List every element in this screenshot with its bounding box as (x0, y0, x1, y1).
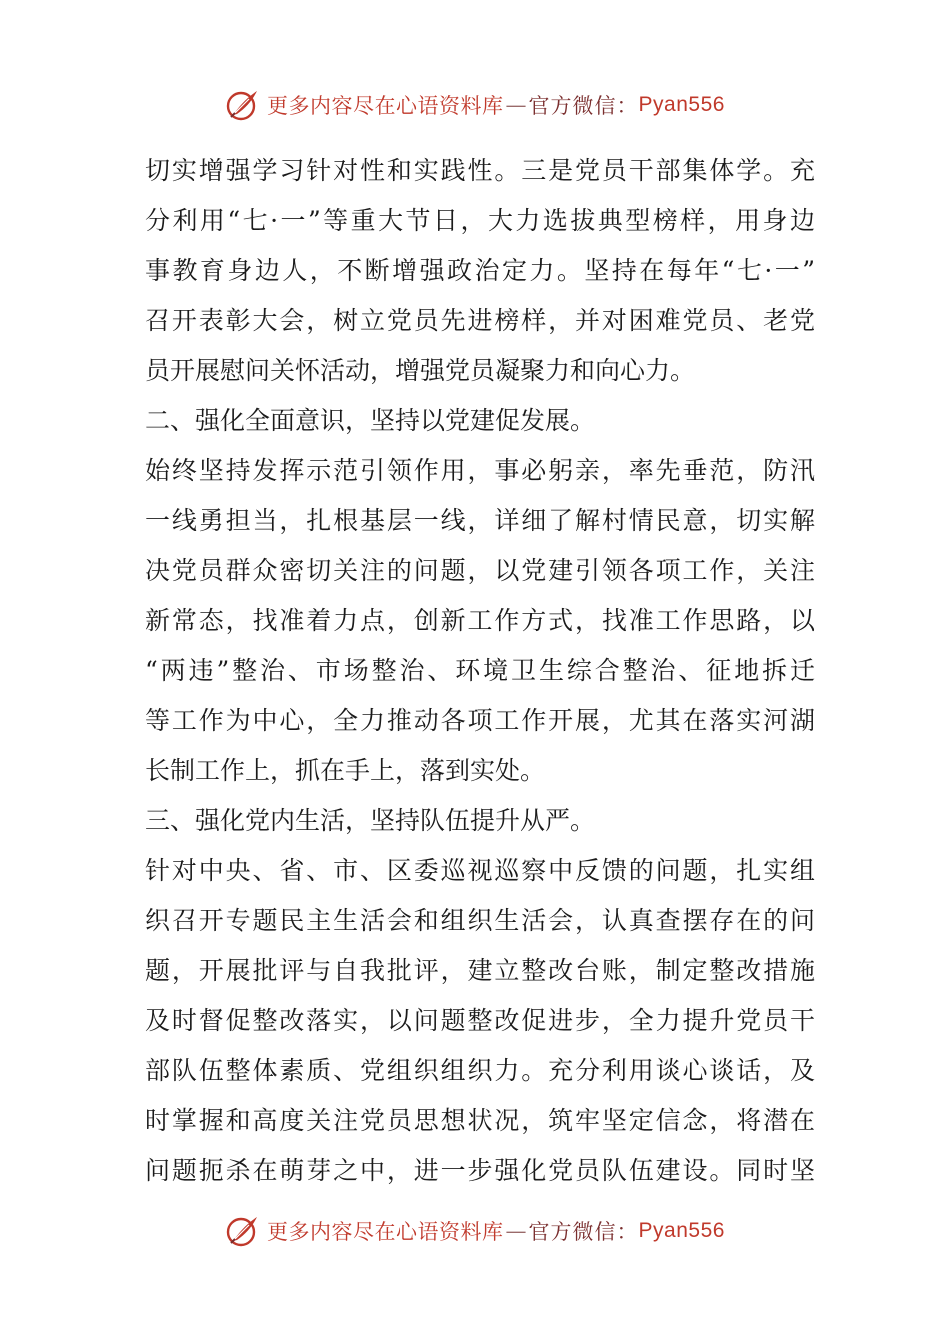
banner-dash: — (505, 93, 527, 117)
section-heading: 三、强化党内生活，坚持队伍提升从严。 (145, 806, 596, 835)
body-line: “两违”整治、市场整治、环境卫生综合整治、征地拆迁 (145, 656, 815, 685)
document-body (145, 146, 815, 1196)
header-banner (0, 80, 950, 130)
body-line: 事教育身边人，不断增强政治定力。坚持在每年“七·一” (145, 256, 815, 285)
banner-dash: — (505, 1219, 527, 1243)
body-line: 新常态，找准着力点，创新工作方式，找准工作思路，以 (145, 606, 815, 635)
banner-wechat-label: 官方微信： (528, 94, 639, 118)
body-line: 等工作为中心，全力推动各项工作开展，尤其在落实河湖 (145, 706, 815, 735)
body-line: 召开表彰大会，树立党员先进榜样，并对困难党员、老党 (145, 306, 815, 335)
body-line: 时掌握和高度关注党员思想状况，筑牢坚定信念，将潜在 (145, 1106, 815, 1135)
body-line: 员开展慰问关怀活动，增强党员凝聚力和向心力。 (145, 356, 696, 385)
banner-site-name: 更多内容尽在心语资料库 (267, 1220, 504, 1244)
body-line: 分利用“七·一”等重大节日，大力选拔典型榜样，用身边 (145, 206, 815, 235)
body-line: 题，开展批评与自我批评，建立整改台账，制定整改措施 (145, 956, 815, 985)
section-heading: 二、强化全面意识，坚持以党建促发展。 (145, 406, 596, 435)
banner-wechat-id: Pyan556 (638, 1219, 725, 1242)
body-line: 部队伍整体素质、党组织组织力。充分利用谈心谈话，及 (145, 1056, 815, 1085)
footer-banner (0, 1206, 950, 1256)
body-line: 切实增强学习针对性和实践性。三是党员干部集体学。充 (145, 156, 815, 185)
banner-site-name: 更多内容尽在心语资料库 (267, 94, 504, 118)
feather-pen-logo-icon (225, 87, 261, 123)
body-line: 及时督促整改落实，以问题整改促进步，全力提升党员干 (145, 1006, 815, 1035)
feather-pen-logo-icon (225, 1213, 261, 1249)
body-line: 决党员群众密切关注的问题，以党建引领各项工作，关注 (145, 556, 815, 585)
body-line: 长制工作上，抓在手上，落到实处。 (145, 756, 546, 785)
banner-wechat-id: Pyan556 (638, 93, 725, 116)
body-line: 一线勇担当，扎根基层一线，详细了解村情民意，切实解 (145, 506, 815, 535)
body-line: 织召开专题民主生活会和组织生活会，认真查摆存在的问 (145, 906, 815, 935)
banner-wechat-label: 官方微信： (528, 1220, 639, 1244)
body-line: 始终坚持发挥示范引领作用，事必躬亲，率先垂范，防汛 (145, 456, 815, 485)
body-line: 问题扼杀在萌芽之中，进一步强化党员队伍建设。同时坚 (145, 1156, 815, 1185)
body-line: 针对中央、省、市、区委巡视巡察中反馈的问题，扎实组 (145, 856, 815, 885)
